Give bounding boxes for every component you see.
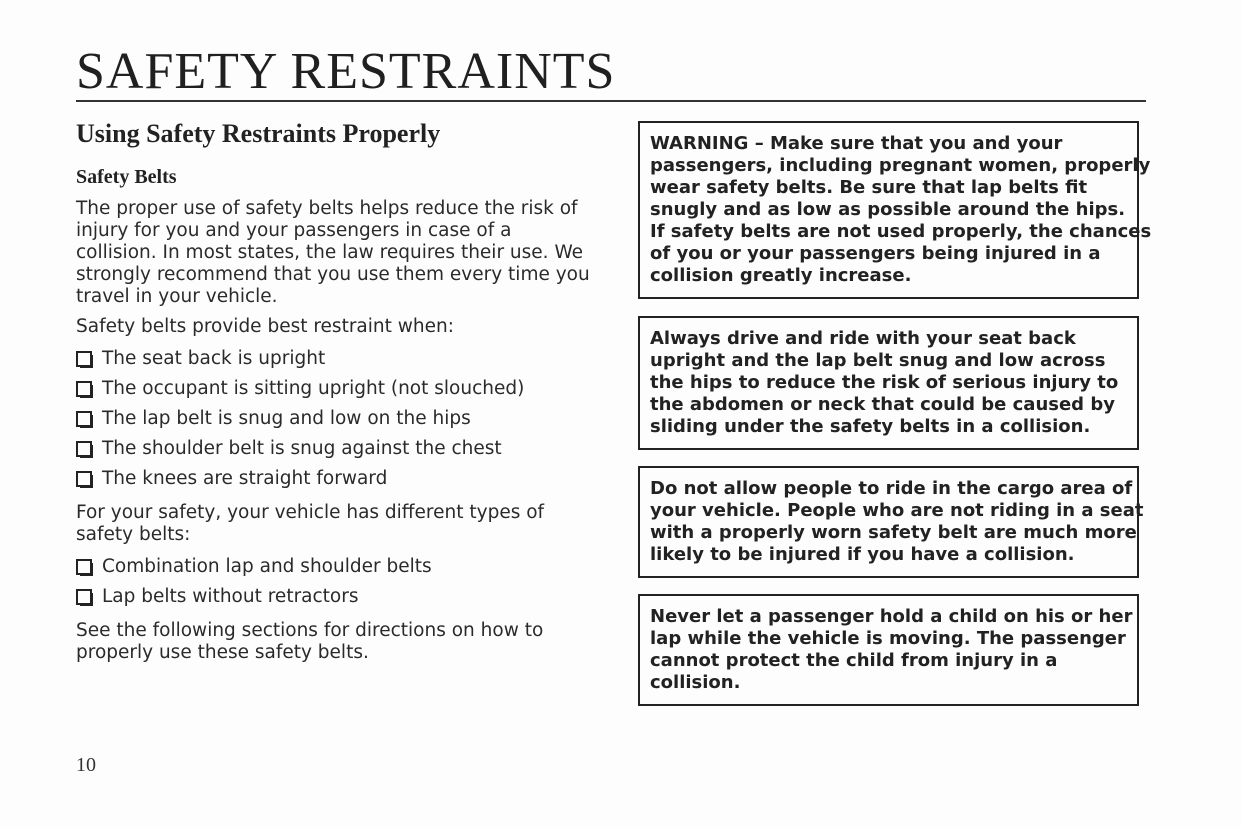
warning-line: WARNING – Make sure that you and your — [650, 133, 1063, 154]
list-item — [76, 344, 596, 374]
warning-box-cargo-area — [638, 466, 1144, 578]
checkbox-icon — [76, 589, 92, 605]
warning-line: sliding under the safety belts in a collision. — [650, 416, 1091, 437]
list-item-text: The lap belt is snug and low on the hips — [102, 408, 471, 429]
warning-line: the abdomen or neck that could be caused by — [650, 394, 1115, 415]
warning-line: lap while the vehicle is moving. The passenger — [650, 628, 1126, 649]
belt-types-list — [76, 552, 596, 612]
checkbox-icon — [76, 559, 92, 575]
warning-line: Do not allow people to ride in the cargo area of — [650, 478, 1133, 499]
list-item-text: The seat back is upright — [102, 348, 326, 369]
types-lead: For your safety, your vehicle has different types of safety belts: — [76, 502, 545, 545]
warning-line: If safety belts are not used properly, the chances — [650, 221, 1152, 242]
checkbox-icon — [76, 441, 92, 457]
intro-paragraph: The proper use of safety belts helps reduce the risk of injury for you and your passengers in case of a collision. In most states, the law requires their use. We strongly recommend that you use them every time you travel in your vehicle. — [76, 198, 590, 307]
warning-line: passengers, including pregnant women, properly — [650, 155, 1151, 176]
warning-line: Always drive and ride with your seat back — [650, 328, 1076, 349]
list-item-text: The occupant is sitting upright (not slouched) — [102, 378, 525, 399]
warning-box-seat-back — [638, 316, 1139, 450]
warning-line: upright and the lap belt snug and low across — [650, 350, 1106, 371]
page-number: 10 — [76, 754, 96, 776]
warning-line: with a properly worn safety belt are much more — [650, 522, 1137, 543]
warning-line: likely to be injured if you have a collision. — [650, 544, 1075, 565]
list-item-text: Lap belts without retractors — [102, 586, 359, 607]
list-item-text: The shoulder belt is snug against the chest — [102, 438, 502, 459]
warning-line: collision. — [650, 672, 741, 693]
list-item — [76, 404, 596, 434]
restraint-conditions-list — [76, 344, 596, 494]
checkbox-icon — [76, 471, 92, 487]
list-item — [76, 552, 596, 582]
page-title: SAFETY RESTRAINTS — [76, 43, 616, 100]
list-item — [76, 434, 596, 464]
section-heading: Using Safety Restraints Properly — [76, 119, 441, 148]
warning-line: of you or your passengers being injured in a — [650, 243, 1101, 264]
list-item-text: Combination lap and shoulder belts — [102, 556, 432, 577]
warning-line: cannot protect the child from injury in a — [650, 650, 1058, 671]
warning-line: the hips to reduce the risk of serious injury to — [650, 372, 1119, 393]
left-column — [76, 118, 596, 664]
list-item — [76, 464, 596, 494]
checkbox-icon — [76, 411, 92, 427]
checkbox-icon — [76, 351, 92, 367]
warning-box-child-on-lap — [638, 594, 1139, 706]
title-rule — [76, 100, 1146, 102]
closing-paragraph: See the following sections for directions on how to properly use these safety belts. — [76, 620, 544, 663]
list-item — [76, 582, 596, 612]
list-item — [76, 374, 596, 404]
checkbox-icon — [76, 381, 92, 397]
list-item-text: The knees are straight forward — [102, 468, 388, 489]
warning-box-seat-belts — [638, 121, 1152, 299]
sub-heading-safety-belts: Safety Belts — [76, 166, 177, 188]
warning-line: collision greatly increase. — [650, 265, 912, 286]
restraint-lead: Safety belts provide best restraint when: — [76, 316, 454, 337]
warning-line: wear safety belts. Be sure that lap belts fit — [650, 177, 1088, 198]
warning-line: snugly and as low as possible around the hips. — [650, 199, 1126, 220]
warning-line: your vehicle. People who are not riding in a seat — [650, 500, 1144, 521]
warning-line: Never let a passenger hold a child on his or her — [650, 606, 1133, 627]
